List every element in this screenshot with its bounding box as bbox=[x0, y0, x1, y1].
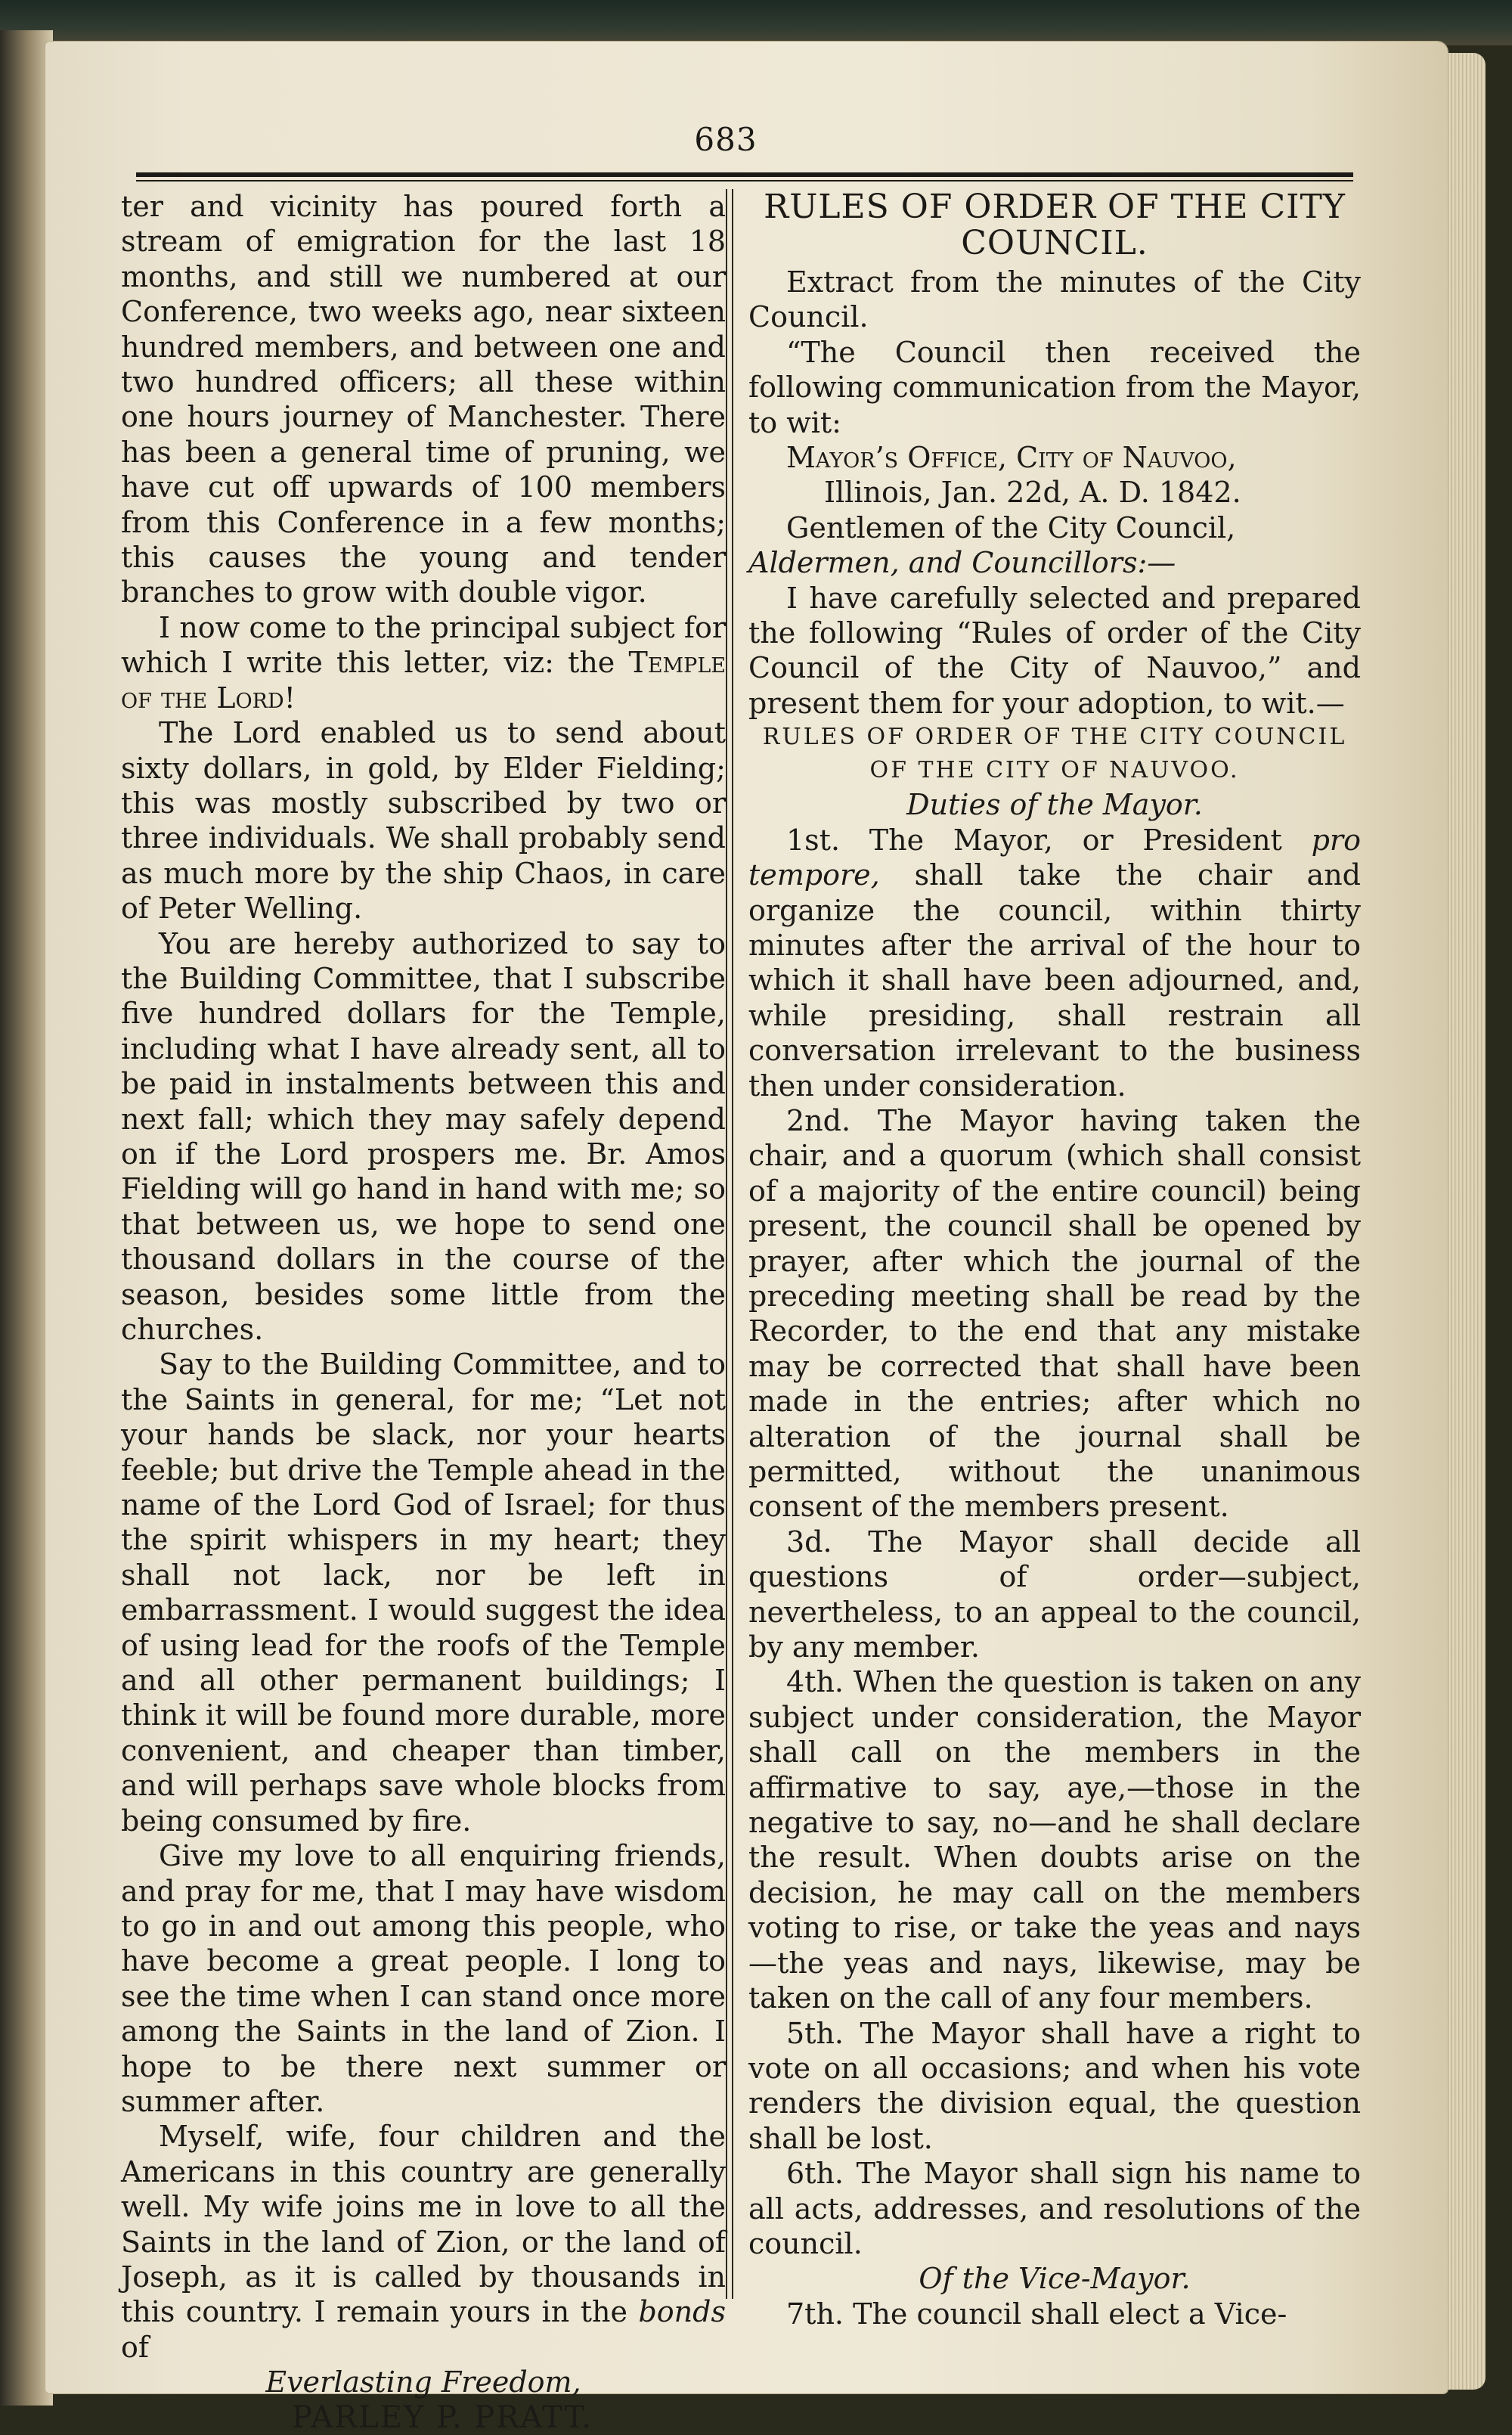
signature: PARLEY P. PRATT. bbox=[291, 2399, 593, 2435]
rule-text: shall take the chair and organize the council, within thirty minutes after the arrival of the hour to which it shall have been adjourned, and, while presiding, shall restrain all conversation irrelevant to the business then under consideration. bbox=[748, 858, 1361, 1103]
paragraph-text: Myself, wife, four children and the Americans in this country are generally well. My wife joins me in love to all the Saints in the land of Zion, or the land of Joseph, as it is called by thousands in this country. I remain yours in the bbox=[121, 2120, 726, 2329]
left-column bbox=[121, 189, 726, 2435]
rule-paragraph bbox=[748, 2297, 1361, 2331]
rule-paragraph bbox=[748, 1525, 1361, 1665]
column-divider bbox=[726, 189, 733, 2299]
rule-italic: pro tempore, bbox=[748, 823, 1361, 892]
communication-line: “The Council then received the following communication from the Mayor, to wit: bbox=[748, 335, 1361, 439]
intro-paragraph: I have carefully selected and prepared the following “Rules of order of the City Council of the City of Nauvoo,” and present them for your adoption, to wit.— bbox=[748, 581, 1361, 720]
rule-number: 6th. bbox=[786, 2157, 844, 2191]
office-line: Mayor’s Office, City of Nauvoo, bbox=[786, 441, 1237, 475]
temple-phrase: Temple of the Lord! bbox=[121, 646, 726, 715]
paragraph: Say to the Building Committee, and to the Saints in general, for me; “Let not your hands be slack, nor your hearts feeble; but drive the Temple ahead in the name of the Lord God of Israel; for thus the spirit whispers in my heart; they shall not lack, nor be left in embarrassment. I would suggest the idea of using lead for the roofs of the Temple and all other permanent buildings; I think it will be found more durable, more convenient, and cheaper than timber, and will perhaps save whole blocks from being consumed by fire. bbox=[121, 1348, 726, 1838]
rule-text: The Mayor having taken the chair, and a quorum (which shall consist of a majority of the entire council) being present, the council shall be opened by prayer, after which the journal of the preceding meeting shall be read by the Recorder, to the end that any mistake may be corrected that shall have been made in the entries; after which no alteration of the journal shall be permitted, without the unanimous consent of the members present. bbox=[748, 1103, 1361, 1524]
paragraph: You are hereby authorized to say to the Building Committee, that I subscribe five hundred dollars for the Temple, including what I have already sent, all to be paid in instalments between this and next fall; which they may safely depend on if the Lord prospers me. Br. Amos Fielding will go hand in hand with me; so that between us, we hope to send one thousand dollars in the course of the season, besides some little from the churches. bbox=[121, 926, 726, 1346]
rule-number: 3d. bbox=[786, 1525, 832, 1559]
rule-paragraph bbox=[748, 823, 1361, 1103]
bonds-word: bonds bbox=[638, 2295, 726, 2329]
rule-number: 1st. bbox=[786, 823, 841, 857]
date-line: Illinois, Jan. 22d, A. D. 1842. bbox=[824, 476, 1241, 510]
extract-line: Extract from the minutes of the City Council. bbox=[748, 265, 1361, 334]
rule-paragraph bbox=[748, 1664, 1361, 2015]
rule-number: 5th. bbox=[786, 2016, 844, 2050]
rule-text: The Mayor shall have a right to vote on all occasions; and when his vote renders the division equal, the question shall be lost. bbox=[748, 2016, 1361, 2155]
duties-heading: Duties of the Mayor. bbox=[906, 788, 1203, 822]
rule-text: The Mayor shall sign his name to all acts, addresses, and resolutions of the council. bbox=[748, 2157, 1361, 2260]
header-rule bbox=[136, 172, 1353, 181]
paragraph bbox=[121, 610, 726, 715]
rule-number: 7th. bbox=[786, 2297, 844, 2331]
rule-paragraph bbox=[748, 2156, 1361, 2261]
salutation-continued: Aldermen, and Councillors:— bbox=[748, 546, 1176, 580]
page-number: 683 bbox=[694, 121, 758, 158]
bonds-tail: of bbox=[121, 2330, 149, 2364]
paragraph: Give my love to all enquiring friends, and pray for me, that I may have wisdom to go in and out among this people, who have become a great people. I long to see the time when I can stand once more among the Saints in the land of Zion. I hope to be there next summer or summer after. bbox=[121, 1839, 726, 2118]
salutation: Gentlemen of the City Council, bbox=[786, 510, 1236, 544]
book-binding bbox=[0, 0, 1512, 45]
rule-text: The council shall elect a Vice- bbox=[853, 2297, 1287, 2331]
rule-number: 2nd. bbox=[786, 1103, 851, 1137]
closing-phrase: Everlasting Freedom, bbox=[265, 2365, 581, 2399]
paragraph: ter and vicinity has poured forth a stream of emigration for the last 18 months, and still we numbered at our Conference, two weeks ago, near sixteen hundred members, and between one and two hundred officers; all these within one hours journey of Manchester. There has been a general time of pruning, we have cut off upwards of 100 members from this Conference in a few months; this causes the young and tender branches to grow with double vigor. bbox=[121, 190, 726, 610]
right-column bbox=[748, 189, 1361, 2331]
rule-text: The Mayor shall decide all questions of order—subject, nevertheless, to an appeal to the council, by any member. bbox=[748, 1525, 1361, 1664]
rule-number: 4th. bbox=[786, 1665, 844, 1699]
paragraph: The Lord enabled us to send about sixty dollars, in gold, by Elder Fielding; this was mostly subscribed by two or three individuals. We shall probably send as much more by the ship Chaos, in care of Peter Welling. bbox=[121, 716, 726, 926]
rule-paragraph bbox=[748, 1103, 1361, 1525]
rule-pre: The Mayor, or President bbox=[869, 823, 1282, 857]
rule-text: When the question is taken on any subject under consideration, the Mayor shall call on the members in the affirmative to say, aye,—those in the negative to say, no—and he shall declare the result. When doubts arise on the decision, he may call on the members voting to rise, or take the yeas and nays—the yeas and nays, likewise, may be taken on the call of any four members. bbox=[748, 1665, 1361, 2015]
rules-heading: RULES OF ORDER OF THE CITY COUNCIL OF THE CITY OF NAUVOO. bbox=[762, 724, 1347, 784]
paragraph-text: I now come to the principal subject for which I write this letter, viz: the bbox=[121, 610, 726, 680]
paragraph bbox=[121, 2119, 726, 2365]
article-title: RULES OF ORDER OF THE CITY COUNCIL. bbox=[764, 188, 1346, 262]
vice-mayor-heading: Of the Vice-Mayor. bbox=[919, 2262, 1191, 2296]
rule-paragraph bbox=[748, 2016, 1361, 2157]
